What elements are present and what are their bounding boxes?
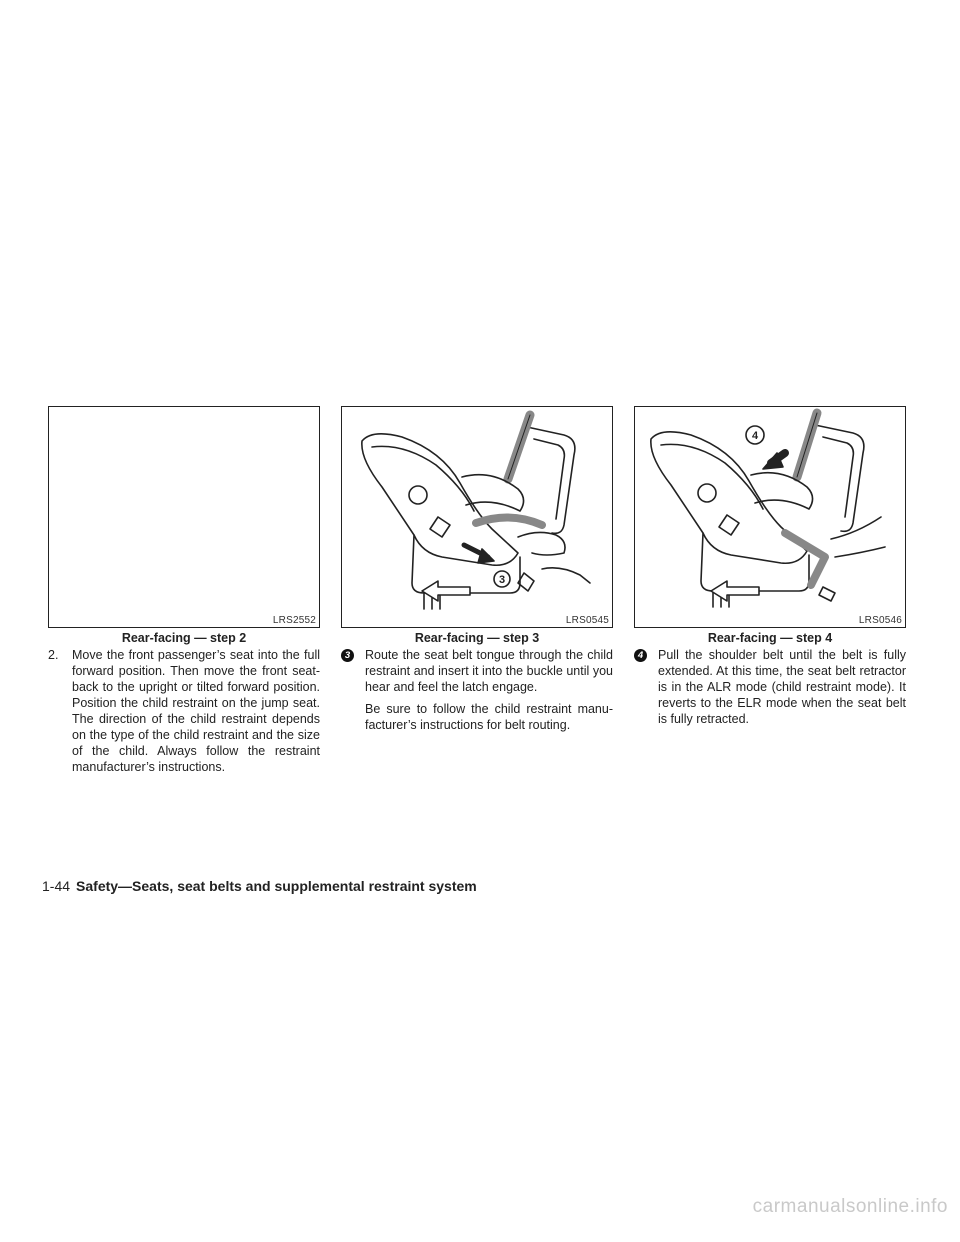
step-3-paragraph [341, 647, 613, 695]
step-3-text: Route the seat belt tongue through the child restraint and insert it into the buckle until you hear and feel the latch engage. [365, 648, 613, 694]
section-title: Safety—Seats, seat belts and supplemental restraint system [76, 878, 477, 894]
figure-caption: Rear-facing — step 3 [414, 631, 540, 645]
step-2-paragraph [48, 647, 320, 775]
figure-step-2 [48, 406, 320, 628]
figure-caption: Rear-facing — step 2 [121, 631, 247, 645]
column-step-3 [341, 406, 613, 733]
figure-step-4 [634, 406, 906, 628]
watermark: carmanualsonline.info [752, 1196, 948, 1217]
page-number: 1-44 [42, 878, 71, 894]
step-4-paragraph [634, 647, 906, 727]
column-step-4 [634, 406, 906, 727]
child-seat-illustration-step-3 [342, 407, 612, 627]
svg-text:3: 3 [498, 574, 506, 586]
figure-caption: Rear-facing — step 4 [707, 631, 833, 645]
figure-code: LRS0546 [858, 615, 902, 626]
figure-step-3 [341, 406, 613, 628]
step-3-note: Be sure to follow the child restraint manu-facturer’s instructions for belt routing. [365, 702, 613, 732]
child-seat-illustration-step-4 [635, 407, 905, 627]
step-number: 2. [48, 648, 59, 662]
figure-code: LRS2552 [272, 615, 316, 626]
step-2-text: Move the front passenger’s seat into the full forward position. Then move the front seat-back to the upright or tilted forward position. Position the child restraint on the jump seat. The direction of the child restraint depends on the type of the child restraint and the size of the child. Always follow the restraint manufacturer’s instructions. [72, 648, 320, 774]
figure-code: LRS0545 [565, 615, 609, 626]
step-4-callout-icon: 4 [634, 649, 647, 662]
step-4-text: Pull the shoulder belt until the belt is fully extended. At this time, the seat belt retractor is in the ALR mode (child restraint mode). It reverts to the ELR mode when the seat belt is fully retracted. [658, 648, 906, 726]
svg-text:4: 4 [751, 430, 759, 442]
column-step-2 [48, 406, 320, 775]
page-footer [42, 878, 477, 894]
step-3-callout-icon: 3 [341, 649, 354, 662]
